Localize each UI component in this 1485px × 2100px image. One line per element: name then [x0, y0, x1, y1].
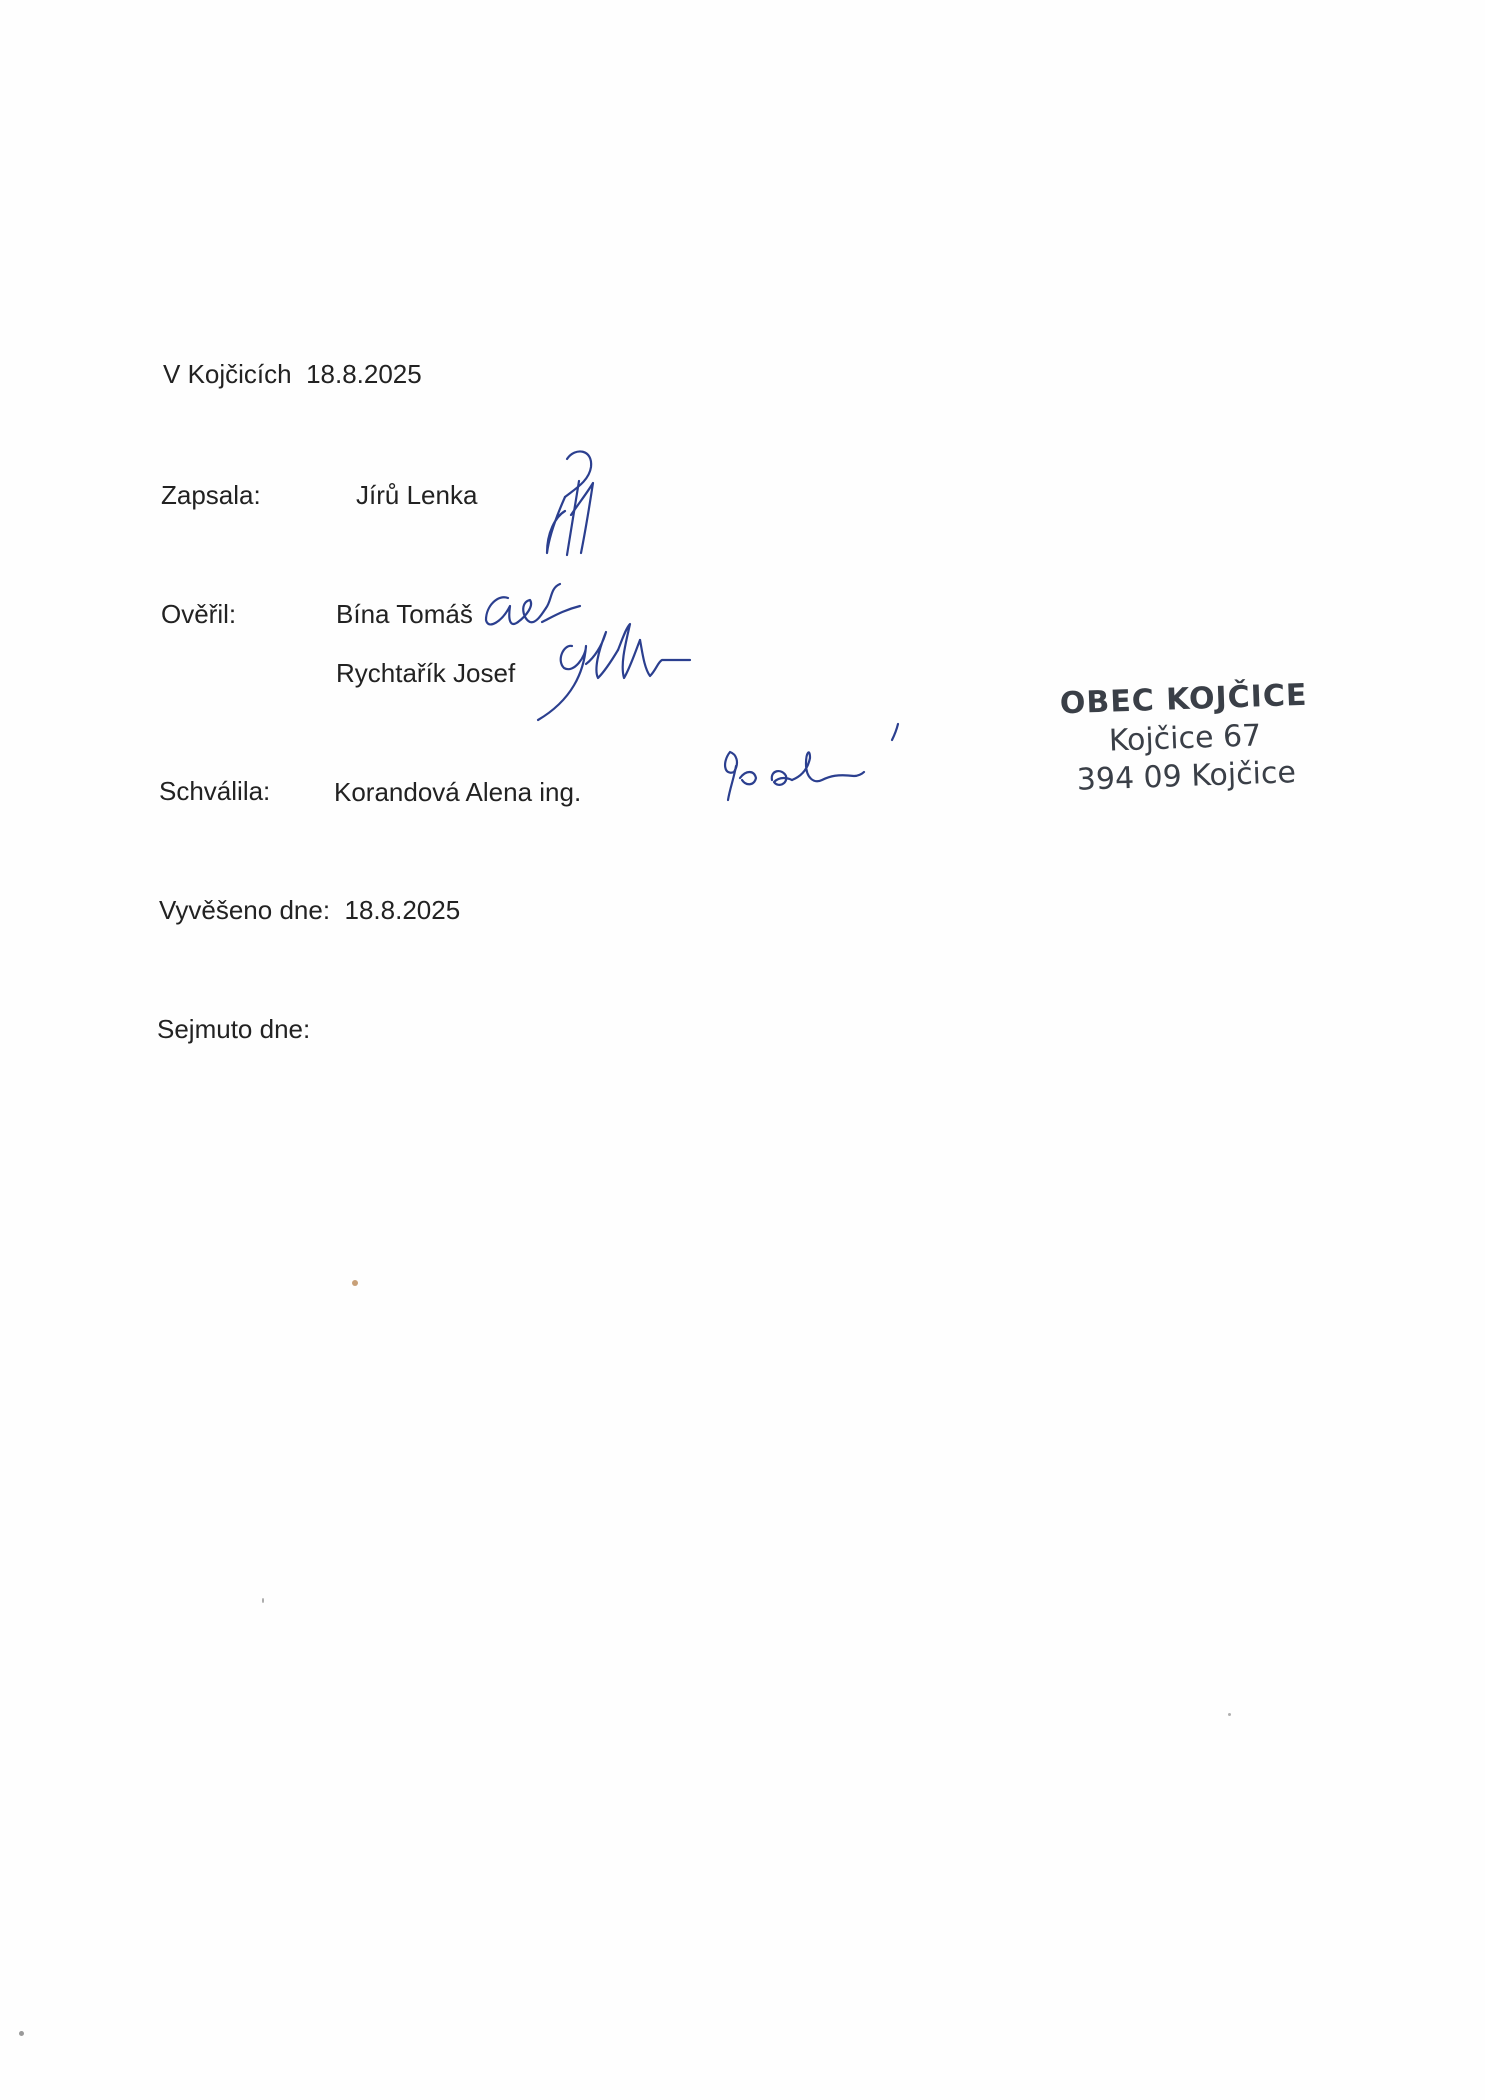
posted-date: 18.8.2025 — [344, 895, 461, 925]
scan-speck — [262, 1598, 264, 1603]
date-text: 18.8.2025 — [306, 359, 422, 389]
scan-speck — [352, 1280, 358, 1286]
signature-approver — [718, 718, 908, 808]
scan-speck — [1228, 1713, 1231, 1716]
stamp-postcode: 394 09 Kojčice — [1076, 755, 1297, 798]
posted-label: Vyvěšeno dne: — [159, 895, 331, 925]
scan-speck — [19, 2031, 24, 2036]
place-text: V Kojčicích — [163, 359, 292, 389]
place-date-line — [163, 358, 422, 390]
approved-by-label: Schválila: — [159, 776, 271, 806]
signature-verifier-2 — [528, 620, 693, 725]
removed-line — [157, 1013, 317, 1045]
removed-label: Sejmuto dne: — [157, 1014, 311, 1044]
verifier-name-1: Bína Tomáš — [336, 599, 473, 629]
municipal-stamp — [1058, 676, 1312, 801]
approved-by-name: Korandová Alena ing. — [334, 777, 582, 807]
verifier-name-2: Rychtařík Josef — [336, 658, 516, 688]
verified-by-label: Ověřil: — [161, 599, 237, 629]
recorded-by-label: Zapsala: — [161, 480, 261, 510]
stamp-title: OBEC KOJČICE — [1059, 677, 1308, 722]
recorded-by-name: Jírů Lenka — [356, 480, 478, 510]
stamp-address: Kojčice 67 — [1108, 718, 1262, 759]
posted-line — [159, 894, 460, 926]
signature-recorder — [535, 445, 615, 560]
